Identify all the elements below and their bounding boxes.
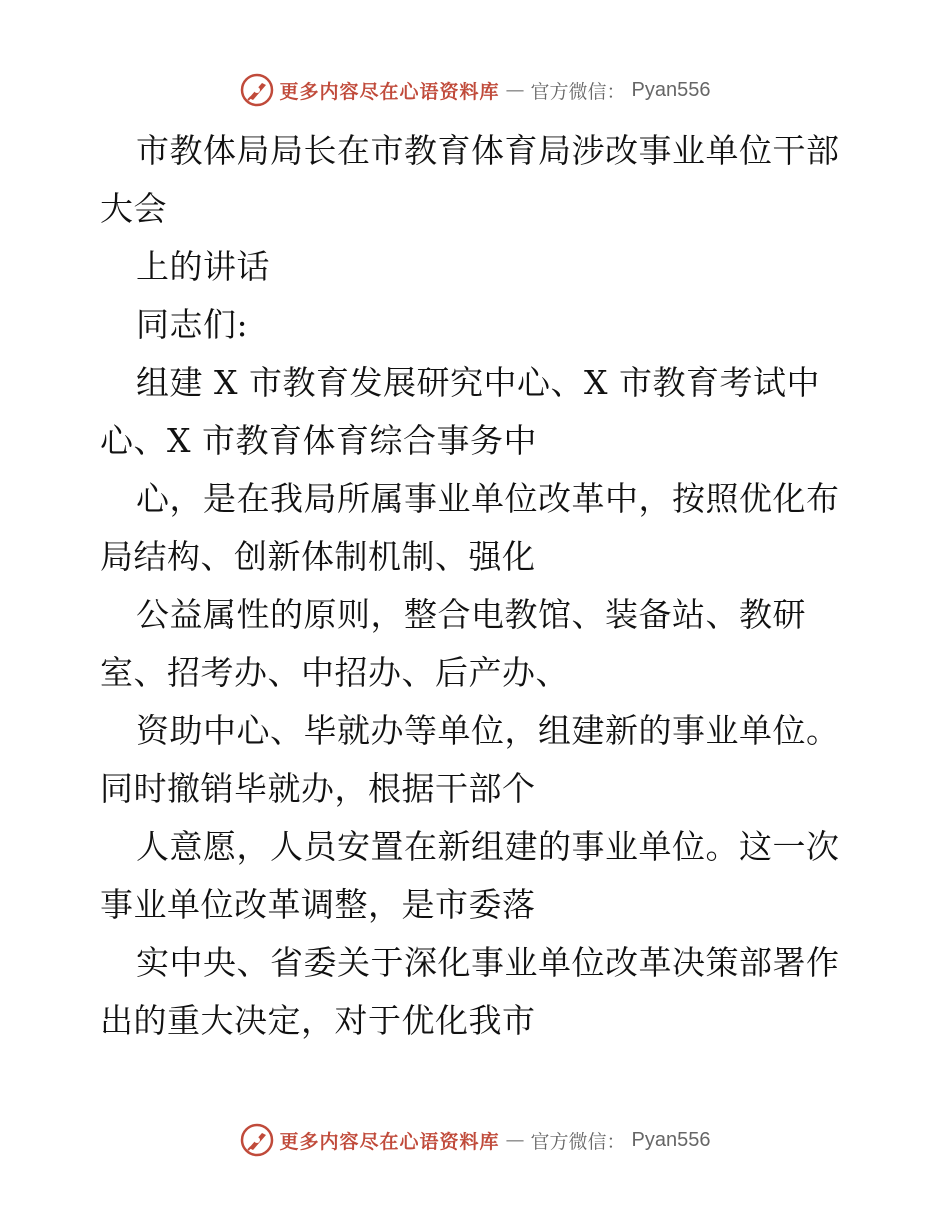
body-line: 同时撤销毕就办，根据干部个 [100,769,536,808]
watermark-dash: — [505,1129,525,1151]
body-line: 实中央、省委关于深化事业单位改革决策部署作 [136,943,840,982]
body-line: 组建 X 市教育发展研究中心、X 市教育考试中 [136,363,820,402]
body-line: 心、X 市教育体育综合事务中 [100,421,537,460]
watermark-dash: — [505,79,525,101]
quill-pen-logo-icon [240,73,274,107]
body-line: 局结构、创新体制机制、强化 [100,537,536,576]
title-line-2: 大会 [100,189,167,228]
body-line: 人意愿，人员安置在新组建的事业单位。这一次 [136,827,840,866]
watermark-wechat-id: Pyan556 [631,78,711,101]
watermark-wechat-id: Pyan556 [631,1128,711,1151]
footer-watermark [0,1120,950,1160]
watermark-label: 官方微信： [530,1130,626,1153]
body-line: 出的重大决定，对于优化我市 [100,1001,536,1040]
title-line-3: 上的讲话 [136,247,270,286]
body-line: 心，是在我局所属事业单位改革中，按照优化布 [136,479,840,518]
watermark-label: 官方微信： [530,80,626,103]
header-watermark [0,70,950,110]
watermark-brand-text: 更多内容尽在心语资料库 [279,80,500,103]
body-line: 事业单位改革调整，是市委落 [100,885,536,924]
body-line: 公益属性的原则，整合电教馆、装备站、教研 [136,595,806,634]
body-line: 资助中心、毕就办等单位，组建新的事业单位。 [136,711,840,750]
document-body [100,122,860,1050]
body-line: 室、招考办、中招办、后产办、 [100,653,569,692]
quill-pen-logo-icon [240,1123,274,1157]
salutation: 同志们: [136,305,249,344]
watermark-brand-text: 更多内容尽在心语资料库 [279,1130,500,1153]
title-line-1: 市教体局局长在市教育体育局涉改事业单位干部 [136,131,840,170]
